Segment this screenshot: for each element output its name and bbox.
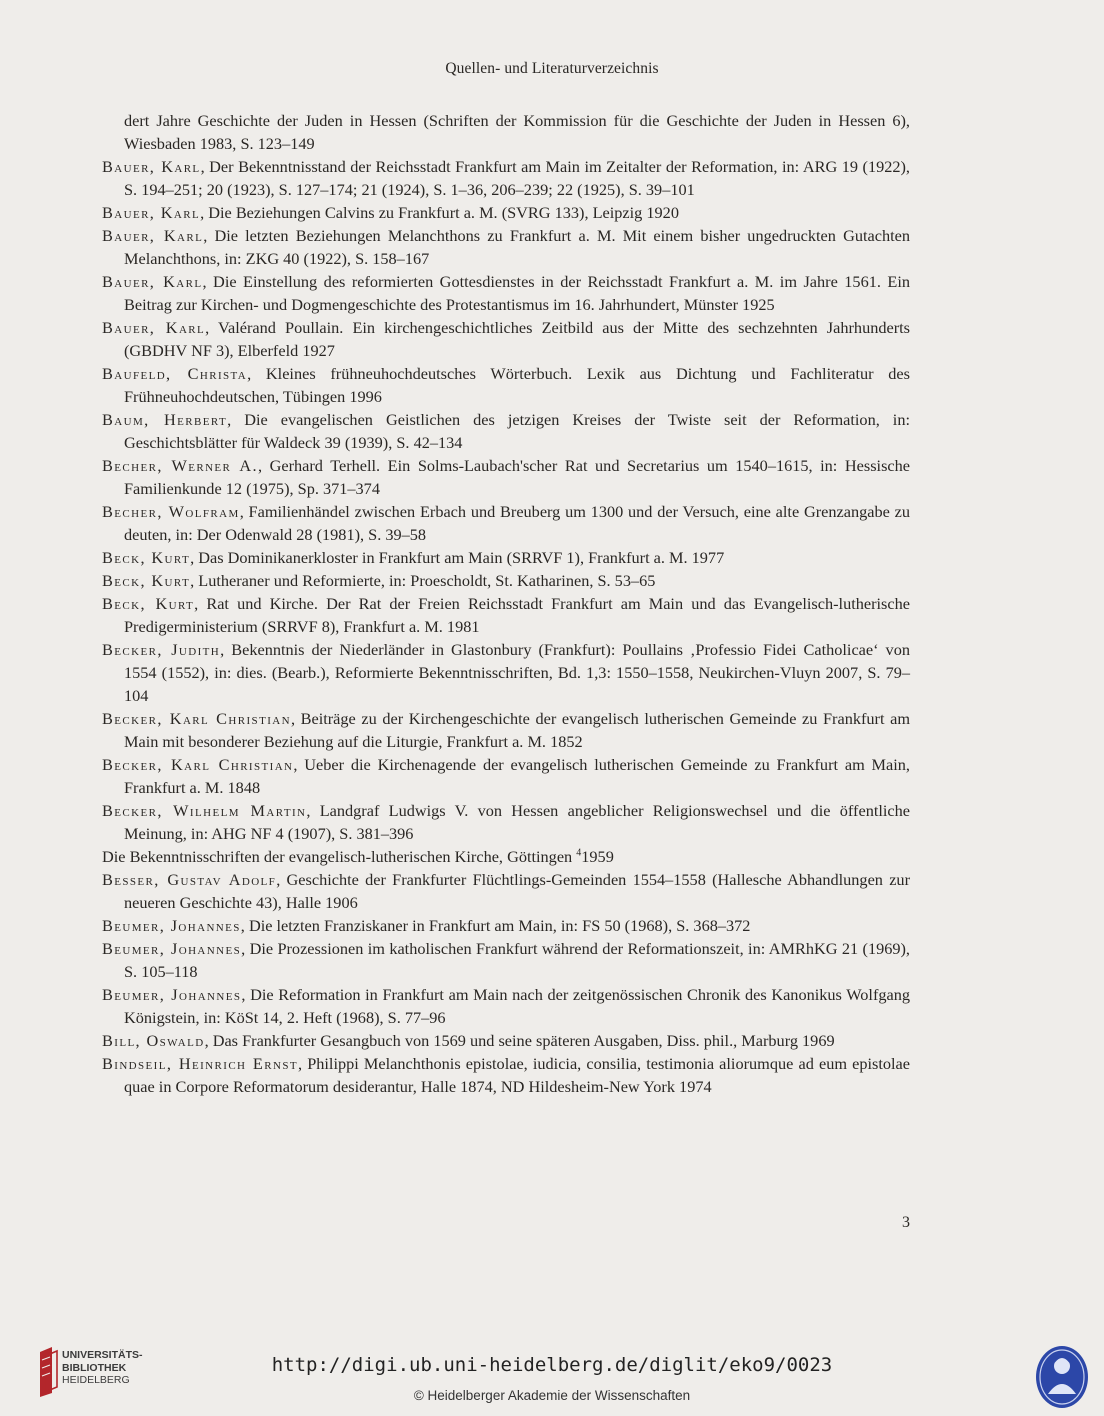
entry-author: Becker, Wilhelm Martin	[102, 801, 307, 820]
entry-author: Bauer, Karl	[102, 318, 206, 337]
bibliography-entry	[102, 201, 910, 224]
bibliography-list	[102, 109, 910, 1098]
entry-text: dert Jahre Geschichte der Juden in Hessen (Schriften der Kommission für die Geschichte der Juden in Hessen 6), Wiesbaden 1983, S. 123–149	[124, 111, 910, 153]
bibliography-entry	[102, 408, 910, 454]
entry-author: Baufeld, Christa	[102, 364, 248, 383]
entry-text: , Kleines frühneuhochdeutsches Wörterbuch. Lexik aus Dichtung und Fachliteratur des Frühneuhochdeutschen, Tübingen 1996	[124, 364, 910, 406]
entry-author: Beumer, Johannes	[102, 916, 241, 935]
bibliography-entry	[102, 224, 910, 270]
entry-text: , Geschichte der Frankfurter Flüchtlings-Gemeinden 1554–1558 (Hallesche Abhandlungen zur neueren Geschichte 43), Halle 1906	[124, 870, 910, 912]
bibliography-entry	[102, 592, 910, 638]
bibliography-entry	[102, 638, 910, 707]
entry-text: , Rat und Kirche. Der Rat der Freien Reichsstadt Frankfurt am Main und das Evangelisch-lutherische Predigerministerium (SRRVF 8), Frankfurt a. M. 1981	[124, 594, 910, 636]
entry-text: , Die Reformation in Frankfurt am Main nach der zeitgenössischen Chronik des Kanonikus Wolfgang Königstein, in: KöSt 14, 2. Heft (1968), S. 77–96	[124, 985, 911, 1027]
bibliography-entry	[102, 1052, 910, 1098]
entry-author: Becker, Karl Christian	[102, 709, 291, 728]
entry-author: Becker, Karl Christian	[102, 755, 294, 774]
bibliography-entry	[102, 362, 910, 408]
bibliography-entry	[102, 155, 910, 201]
entry-text: , Der Bekenntnisstand der Reichsstadt Frankfurt am Main im Zeitalter der Reformation, in: ARG 19 (1922), S. 194–251; 20 (1923), S. 127–174; 21 (1924), S. 1–36, 206–239; 22 (1925), S. 39–101	[124, 157, 910, 199]
edition-superscript: 4	[576, 847, 582, 859]
entry-author: Bauer, Karl	[102, 203, 201, 222]
entry-author: Bindseil, Heinrich Ernst	[102, 1054, 298, 1073]
entry-text: , Die Beziehungen Calvins zu Frankfurt a. M. (SVRG 133), Leipzig 1920	[200, 203, 679, 222]
entry-text: , Das Dominikanerkloster in Frankfurt am Main (SRRVF 1), Frankfurt a. M. 1977	[190, 548, 725, 567]
footer	[0, 1340, 1104, 1416]
entry-author: Bill, Oswald	[102, 1031, 205, 1050]
entry-author: Becher, Wolfram	[102, 502, 240, 521]
entry-author: Becker, Judith	[102, 640, 221, 659]
entry-text: , Lutheraner und Reformierte, in: Proescholdt, St. Katharinen, S. 53–65	[190, 571, 656, 590]
entry-text: , Die Einstellung des reformierten Gottesdienstes in der Reichsstadt Frankfurt a. M. im Jahre 1561. Ein Beitrag zur Kirchen- und Dogmengeschichte des Protestantismus im 16. Jahrhundert, Münster 1925	[124, 272, 911, 314]
entry-author: Beumer, Johannes	[102, 985, 242, 1004]
bibliography-entry	[102, 799, 910, 845]
entry-author: Beumer, Johannes	[102, 939, 242, 958]
academy-seal-icon[interactable]	[1034, 1344, 1090, 1410]
entry-text: , Die letzten Beziehungen Melanchthons zu Frankfurt a. M. Mit einem bisher ungedruckten Gutachten Melanchthons, in: ZKG 40 (1922), S. 158–167	[124, 226, 910, 268]
entry-text: , Bekenntnis der Niederländer in Glastonbury (Frankfurt): Poullains ‚Professio Fidei Catholicae‘ von 1554 (1552), in: dies. (Bearb.), Reformierte Bekenntnisschriften, Bd. 1,3: 1550–1558, Neukirchen-Vluyn 2007, S. 79–104	[124, 640, 910, 705]
page-number: 3	[902, 1214, 910, 1231]
bibliography-entry	[102, 753, 910, 799]
entry-author: Bauer, Karl	[102, 157, 201, 176]
bibliography-entry	[102, 845, 910, 868]
bibliography-entry	[102, 454, 910, 500]
running-head: Quellen- und Literaturverzeichnis	[445, 60, 659, 77]
entry-text: , Familienhändel zwischen Erbach und Breuberg um 1300 und der Versuch, eine alte Grenzangabe zu deuten, in: Der Odenwald 28 (1981), S. 39–58	[124, 502, 910, 544]
entry-text: , Philippi Melanchthonis epistolae, iudicia, consilia, testimonia aliorumque ad eum epistolae quae in Corpore Reformatorum desiderantur, Halle 1874, ND Hildesheim-New York 1974	[124, 1054, 910, 1096]
entry-author: Bauer, Karl	[102, 226, 204, 245]
bibliography-entry	[102, 914, 910, 937]
bibliography-entry	[102, 707, 910, 753]
logo-line-1: UNIVERSITÄTS-	[62, 1349, 143, 1361]
entry-text: , Die evangelischen Geistlichen des jetzigen Kreises der Twiste seit der Reformation, in: Geschichtsblätter für Waldeck 39 (1939), S. 42–134	[124, 410, 910, 452]
bibliography-entry	[102, 1029, 910, 1052]
entry-text: Die Bekenntnisschriften der evangelisch-lutherischen Kirche, Göttingen	[102, 847, 577, 866]
bibliography-entry	[102, 569, 910, 592]
entry-author: Bauer, Karl	[102, 272, 203, 291]
entry-text: , Ueber die Kirchenagende der evangelisch lutherischen Gemeinde zu Frankfurt am Main, Frankfurt a. M. 1848	[124, 755, 910, 797]
copyright-notice: © Heidelberger Akademie der Wissenschaften	[413, 1388, 691, 1403]
entry-text: , Landgraf Ludwigs V. von Hessen angeblicher Religionswechsel und die öffentliche Meinung, in: AHG NF 4 (1907), S. 381–396	[124, 801, 911, 843]
entry-author: Baum, Herbert	[102, 410, 228, 429]
bibliography-entry	[102, 109, 910, 155]
entry-text: , Valérand Poullain. Ein kirchengeschichtliches Zeitbild aus der Mitte des sechzehnten Jahrhunderts (GBDHV NF 3), Elberfeld 1927	[124, 318, 911, 360]
entry-text: , Die letzten Franziskaner in Frankfurt am Main, in: FS 50 (1968), S. 368–372	[240, 916, 751, 935]
bibliography-entry	[102, 868, 910, 914]
logo-line-3: HEIDELBERG	[62, 1374, 130, 1386]
permalink-url[interactable]: http://digi.ub.uni-heidelberg.de/diglit/eko9/0023	[271, 1354, 833, 1376]
bibliography-entry	[102, 316, 910, 362]
bibliography-entry	[102, 546, 910, 569]
bibliography-entry	[102, 270, 910, 316]
logo-line-2: BIBLIOTHEK	[62, 1361, 127, 1374]
entry-text: , Beiträge zu der Kirchengeschichte der evangelisch lutherischen Gemeinde zu Frankfurt am Main mit besonderer Beziehung auf die Liturgie, Frankfurt a. M. 1852	[124, 709, 910, 751]
entry-author: Beck, Kurt	[102, 571, 191, 590]
entry-author: Beck, Kurt	[102, 548, 191, 567]
bibliography-entry	[102, 983, 910, 1029]
entry-text: , Die Prozessionen im katholischen Frankfurt während der Reformationszeit, in: AMRhKG 21 (1969), S. 105–118	[124, 939, 910, 981]
bibliography-entry	[102, 937, 910, 983]
entry-author: Besser, Gustav Adolf	[102, 870, 277, 889]
entry-text: , Das Frankfurter Gesangbuch von 1569 und seine späteren Ausgaben, Diss. phil., Marburg 1969	[204, 1031, 835, 1050]
entry-text: , Gerhard Terhell. Ein Solms-Laubach'scher Rat und Secretarius um 1540–1615, in: Hessische Familienkunde 12 (1975), Sp. 371–374	[124, 456, 910, 498]
entry-author: Beck, Kurt	[102, 594, 195, 613]
entry-author: Becher, Werner A.	[102, 456, 258, 475]
entry-text-tail: 1959	[581, 847, 614, 866]
bibliography-entry	[102, 500, 910, 546]
